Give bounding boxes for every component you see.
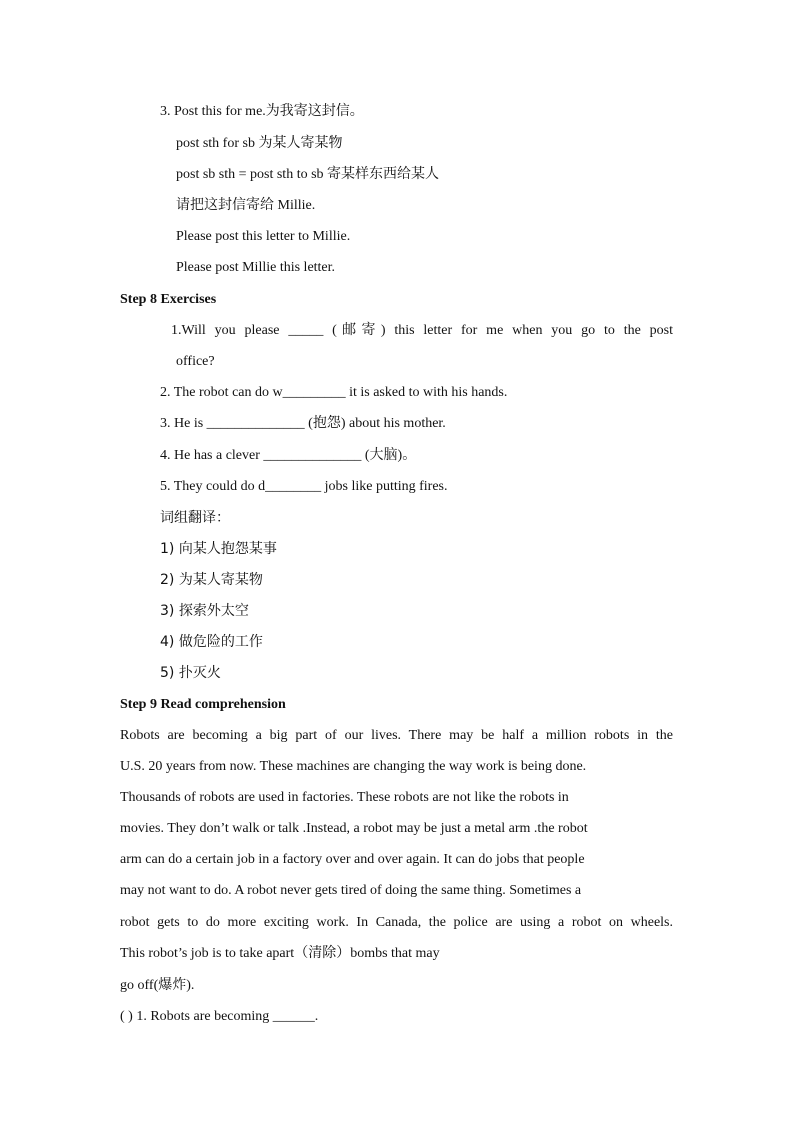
question-1: ( ) 1. Robots are becoming ______. (120, 1009, 319, 1024)
passage-line: movies. They don’t walk or talk .Instead, a robot may be just a metal arm .the robot (120, 821, 588, 836)
phrase-item: 3) 探索外太空 (160, 603, 249, 619)
example-sentence-2: Please post Millie this letter. (176, 260, 336, 275)
passage-line: Thousands of robots are used in factories. These robots are not like the robots in (120, 790, 569, 805)
passage-line: go off(爆炸). (120, 978, 195, 993)
passage-line: This robot’s job is to take apart（清除）bombs that may (120, 946, 440, 961)
phrase-item: 1) 向某人抱怨某事 (160, 541, 277, 557)
exercise-4: 4. He has a clever ______________ (大脑)。 (160, 448, 417, 463)
phrase-item: 4) 做危险的工作 (160, 634, 263, 650)
phrase-item: 5) 扑灭火 (160, 665, 221, 681)
passage-line: arm can do a certain job in a factory over and over again. It can do jobs that people (120, 852, 585, 867)
phrase-translation-heading: 词组翻译： (160, 510, 230, 526)
passage-line: U.S. 20 years from now. These machines are changing the way work is being done. (120, 759, 587, 774)
post-phrase-line-2: post sb sth = post sth to sb 寄某样东西给某人 (176, 167, 440, 182)
passage-line: may not want to do. A robot never gets tired of doing the same thing. Sometimes a (120, 883, 582, 898)
exercise-1a: 1.Will you please _____ (邮寄) this letter for me when you go to the post (171, 323, 673, 338)
exercise-1b: office? (176, 354, 215, 369)
example-sentence-1: Please post this letter to Millie. (176, 229, 351, 244)
passage-line: Robots are becoming a big part of our lives. There may be half a million robots in the (120, 728, 673, 743)
exercise-3: 3. He is ______________ (抱怨) about his mother. (160, 416, 446, 431)
translate-example-line: 请把这封信寄给 Millie. (176, 198, 316, 213)
step9-heading: Step 9 Read comprehension (120, 697, 286, 712)
exercise-2: 2. The robot can do w_________ it is asked to with his hands. (160, 385, 508, 400)
step8-heading: Step 8 Exercises (120, 292, 217, 307)
exercise-5: 5. They could do d________ jobs like putting fires. (160, 479, 448, 494)
post-phrase-line: post sth for sb 为某人寄某物 (176, 136, 343, 151)
phrase-item: 2) 为某人寄某物 (160, 572, 263, 588)
post-sentence-line: 3. Post this for me.为我寄这封信。 (160, 104, 364, 119)
passage-line: robot gets to do more exciting work. In Canada, the police are using a robot on wheels. (120, 915, 673, 930)
